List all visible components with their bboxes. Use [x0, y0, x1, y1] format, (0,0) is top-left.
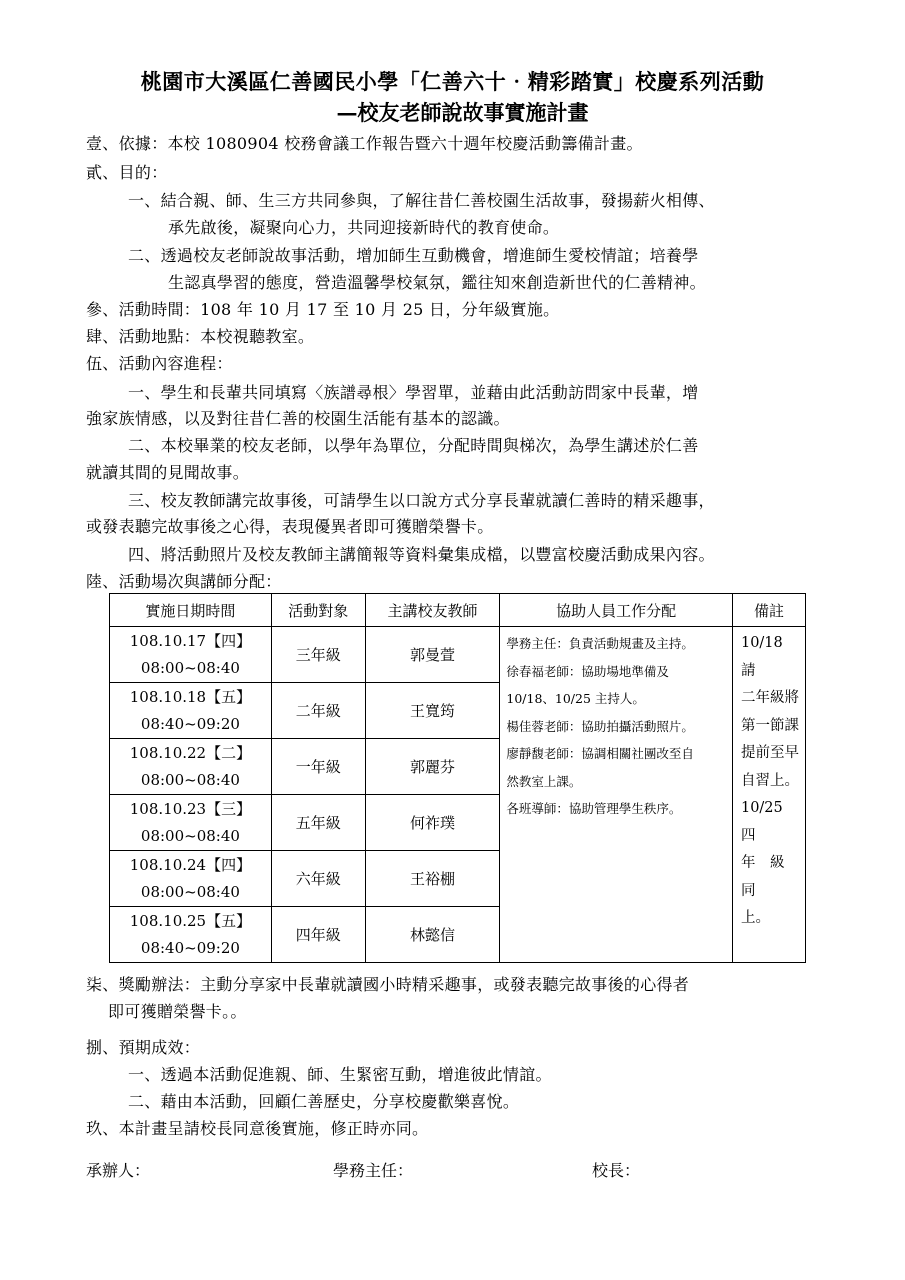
content-item-2-cont: 就讀其間的見聞故事。 [86, 463, 250, 482]
grade-cell: 四年級 [271, 907, 365, 963]
note-line: 年 級 同 [740, 855, 799, 899]
session-time: 08:40~09:20 [140, 938, 240, 957]
table-row [110, 627, 806, 683]
content-item-4: 四、將活動照片及校友教師主講簡報等資料彙集成檔，以豐富校慶活動成果內容。 [128, 545, 715, 564]
activity-place-line: 肆、活動地點：本校視聽教室。 [86, 327, 315, 346]
content-item-2: 二、本校畢業的校友老師，以學年為單位，分配時間與梯次，為學生講述於仁善 [128, 436, 699, 455]
note-cell [732, 627, 805, 963]
note-line: 10/18 請 [740, 635, 798, 679]
teacher-cell: 郭麗芬 [365, 739, 500, 795]
session-date: 108.10.23【三】 [129, 799, 252, 818]
session-date: 108.10.17【四】 [129, 631, 252, 650]
grade-cell: 三年級 [271, 627, 365, 683]
date-cell [110, 851, 272, 907]
header-note: 備註 [732, 594, 805, 627]
note-line: 第一節課 [740, 717, 799, 734]
effect-heading: 捌、預期成效： [86, 1038, 201, 1057]
reward-line-cont: 即可獲贈榮譽卡。。 [108, 1002, 247, 1021]
grade-cell: 二年級 [271, 683, 365, 739]
session-time: 08:00~08:40 [140, 882, 240, 901]
director-signature: 學務主任： [333, 1161, 414, 1180]
teacher-cell: 王寬筠 [365, 683, 500, 739]
note-line: 上。 [740, 910, 770, 926]
session-date: 108.10.18【五】 [129, 687, 252, 706]
session-date: 108.10.22【二】 [129, 743, 252, 762]
staff-line: 然教室上課。 [506, 773, 582, 789]
effect-item-1: 一、透過本活動促進親、師、生緊密互動，增進彼此情誼。 [128, 1065, 552, 1084]
grade-cell: 五年級 [271, 795, 365, 851]
header-date: 實施日期時間 [110, 594, 272, 627]
grade-cell: 六年級 [271, 851, 365, 907]
document-title: 桃園市大溪區仁善國民小學「仁善六十‧精彩踏實」校慶系列活動 [140, 69, 765, 94]
document-subtitle: —校友老師說故事實施計畫 [336, 100, 589, 125]
teacher-cell: 郭曼萱 [365, 627, 500, 683]
content-item-3: 三、校友教師講完故事後，可請學生以口說方式分享長輩就讀仁善時的精采趣事， [128, 491, 715, 510]
purpose-item-2-cont: 生認真學習的態度，營造溫馨學校氣氛，鑑往知來創造新世代的仁善精神。 [168, 273, 706, 292]
staff-line: 學務主任：負責活動規畫及主持。 [506, 636, 694, 651]
teacher-cell: 王裕棚 [365, 851, 500, 907]
purpose-item-2: 二、透過校友老師說故事活動，增加師生互動機會，增進師生愛校情誼；培養學 [128, 246, 699, 265]
effect-item-2: 二、藉由本活動，回顧仁善歷史，分享校慶歡樂喜悅。 [128, 1092, 520, 1111]
content-item-1: 一、學生和長輩共同填寫〈族譜尋根〉學習單，並藉由此活動訪問家中長輩，增 [128, 383, 699, 402]
activity-time-line: 參、活動時間：108 年 10 月 17 至 10 月 25 日，分年級實施。 [86, 300, 560, 319]
purpose-item-1: 一、結合親、師、生三方共同參與，了解往昔仁善校園生活故事，發揚薪火相傳、 [128, 191, 715, 210]
header-staff: 協助人員工作分配 [500, 594, 733, 627]
session-time: 08:40~09:20 [140, 714, 240, 733]
content-item-1-cont: 強家族情感，以及對往昔仁善的校園生活能有基本的認識。 [86, 409, 510, 428]
note-line: 10/25 四 [740, 800, 798, 844]
session-date: 108.10.25【五】 [129, 911, 252, 930]
staff-line: 各班導師：協助管理學生秩序。 [506, 801, 682, 816]
date-cell [110, 907, 272, 963]
session-time: 08:00~08:40 [140, 770, 240, 789]
session-date: 108.10.24【四】 [129, 855, 252, 874]
staff-line: 楊佳蓉老師：協助拍攝活動照片。 [506, 718, 694, 734]
basis-line: 壹、依據：本校 1080904 校務會議工作報告暨六十週年校慶活動籌備計畫。 [86, 134, 643, 153]
note-line: 二年級將 [740, 690, 799, 706]
session-time: 08:00~08:40 [140, 826, 240, 845]
note-line: 提前至早 [740, 745, 799, 761]
staff-line: 10/18、10/25 主持人。 [506, 691, 645, 706]
table-header-row [110, 594, 806, 627]
teacher-cell: 何祚璞 [365, 795, 500, 851]
schedule-heading: 陸、活動場次與講師分配： [86, 572, 282, 591]
note-line: 自習上。 [740, 772, 799, 789]
organizer-signature: 承辦人： [86, 1161, 151, 1180]
teacher-cell: 林懿信 [365, 907, 500, 963]
date-cell [110, 627, 272, 683]
content-item-3-cont: 或發表聽完故事後之心得，表現優異者即可獲贈榮譽卡。 [86, 517, 494, 536]
staff-cell [500, 627, 733, 963]
content-heading: 伍、活動內容進程： [86, 354, 233, 373]
date-cell [110, 683, 272, 739]
purpose-heading: 貳、目的： [86, 163, 168, 182]
grade-cell: 一年級 [271, 739, 365, 795]
purpose-item-1-cont: 承先啟後，凝聚向心力，共同迎接新時代的教育使命。 [168, 218, 560, 237]
staff-line: 徐春福老師：協助場地準備及 [506, 663, 669, 679]
principal-signature: 校長： [592, 1161, 641, 1180]
staff-line: 廖靜馥老師：協調相關社團改至自 [506, 746, 694, 761]
date-cell [110, 795, 272, 851]
approval-line: 玖、本計畫呈請校長同意後實施，修正時亦同。 [86, 1119, 429, 1138]
schedule-table [109, 593, 806, 963]
header-target: 活動對象 [271, 594, 365, 627]
session-time: 08:00~08:40 [140, 658, 240, 677]
reward-line: 柒、獎勵辦法：主動分享家中長輩就讀國小時精采趣事，或發表聽完故事後的心得者 [86, 975, 690, 994]
header-teacher: 主講校友教師 [365, 594, 500, 627]
date-cell [110, 739, 272, 795]
